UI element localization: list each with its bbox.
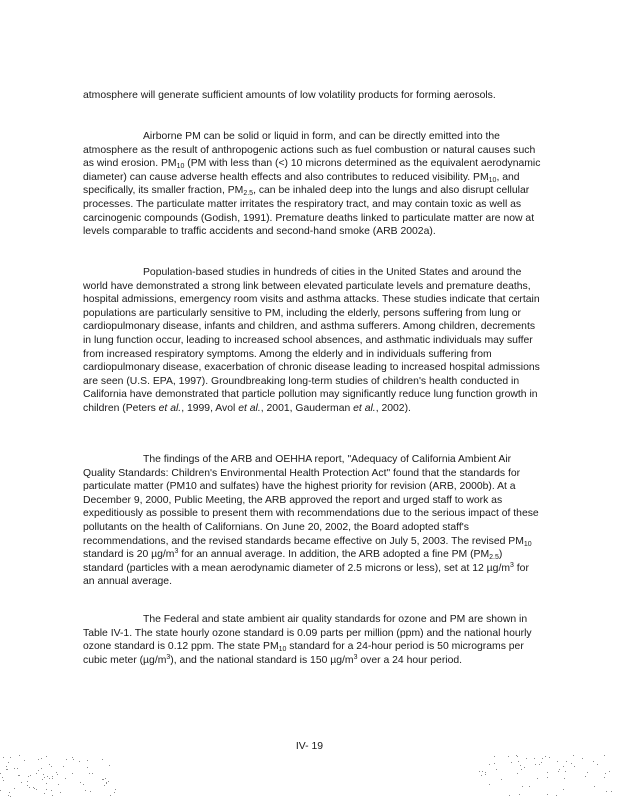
scan-speck bbox=[547, 772, 548, 773]
scan-speck bbox=[14, 788, 15, 789]
scan-speck bbox=[520, 765, 521, 766]
scan-speck bbox=[73, 759, 74, 760]
scan-speck bbox=[571, 763, 572, 764]
scan-speck bbox=[72, 773, 73, 774]
scan-speck bbox=[87, 767, 88, 768]
scan-speck bbox=[19, 755, 20, 756]
scan-speck bbox=[3, 780, 4, 781]
scan-speck bbox=[574, 766, 575, 767]
scan-speck bbox=[102, 779, 103, 780]
subscript: 10 bbox=[488, 176, 497, 184]
scan-speck bbox=[56, 772, 57, 773]
scan-speck bbox=[3, 757, 4, 758]
scan-speck bbox=[41, 768, 42, 769]
scan-speck bbox=[46, 789, 47, 790]
scan-speck bbox=[44, 777, 45, 778]
scan-speck bbox=[547, 794, 548, 795]
scan-speck bbox=[8, 795, 9, 796]
scan-speck bbox=[105, 778, 106, 779]
scan-speck bbox=[44, 793, 45, 794]
scan-speck bbox=[0, 790, 1, 791]
subscript: 2.5 bbox=[489, 554, 499, 562]
scan-speck bbox=[604, 777, 605, 778]
scan-speck bbox=[8, 762, 9, 763]
scan-speck bbox=[566, 761, 567, 762]
scan-speck bbox=[494, 763, 495, 764]
scan-speck bbox=[60, 792, 61, 793]
scan-speck bbox=[90, 791, 91, 792]
text-run: , 2002). bbox=[375, 402, 411, 414]
text-run: standard is 20 µg/m bbox=[83, 549, 175, 561]
scan-speck bbox=[587, 772, 588, 773]
scan-speck bbox=[14, 768, 15, 769]
scan-speck bbox=[605, 773, 606, 774]
scan-speck bbox=[485, 772, 486, 773]
paragraph-arb-oehha-findings bbox=[83, 453, 543, 589]
scan-speck bbox=[103, 779, 104, 780]
scan-speck bbox=[556, 795, 557, 796]
scan-speck bbox=[541, 762, 542, 763]
scan-speck bbox=[30, 775, 31, 776]
text-run: ) standard (particles with a mean aerodynamic diameter of 2.5 microns or less), set at 12 µg/m bbox=[83, 549, 510, 574]
scan-speck bbox=[24, 760, 25, 761]
scan-speck bbox=[102, 759, 103, 760]
scan-speck bbox=[29, 787, 30, 788]
scan-speck bbox=[7, 769, 8, 770]
superscript: 3 bbox=[174, 548, 179, 556]
scan-speck bbox=[573, 755, 574, 756]
scan-speck bbox=[57, 774, 58, 775]
scan-speck bbox=[582, 758, 583, 759]
scan-speck bbox=[58, 784, 59, 785]
scan-speck bbox=[66, 759, 67, 760]
scan-speck bbox=[549, 757, 550, 758]
scan-speck bbox=[542, 758, 543, 759]
scan-speck bbox=[522, 786, 523, 787]
scan-speck bbox=[6, 766, 7, 767]
scan-speck bbox=[19, 775, 20, 776]
superscript: 3 bbox=[353, 653, 358, 661]
text-run: (PM with less than (<) 10 microns determined as the equivalent aerodynamic diameter) can cause adverse health effects and also contributes to reduced visibility. PM bbox=[83, 158, 541, 183]
scan-speck bbox=[9, 792, 10, 793]
scan-speck bbox=[606, 791, 607, 792]
scan-speck bbox=[36, 773, 37, 774]
scan-speck bbox=[104, 785, 105, 786]
scan-speck bbox=[106, 783, 107, 784]
scan-speck bbox=[63, 766, 64, 767]
scan-speck bbox=[501, 779, 502, 780]
text-run: , and specifically, its smaller fraction, PM bbox=[83, 171, 520, 197]
scan-speck bbox=[557, 761, 558, 762]
scan-speck bbox=[10, 796, 11, 797]
scan-speck bbox=[2, 777, 3, 778]
italic-text: et al. bbox=[158, 402, 182, 414]
scan-speck bbox=[526, 758, 527, 759]
scan-speck bbox=[41, 758, 42, 759]
scan-speck bbox=[519, 794, 520, 795]
subscript: 2.5 bbox=[243, 190, 254, 198]
scan-speck bbox=[545, 756, 546, 757]
text-run: ), and the national standard is 150 µg/m bbox=[170, 654, 354, 666]
paragraph-aerosols bbox=[83, 89, 543, 103]
scan-speck bbox=[563, 766, 564, 767]
scan-speck bbox=[524, 767, 525, 768]
scan-speck bbox=[51, 766, 52, 767]
scan-speck bbox=[593, 761, 594, 762]
scan-speck bbox=[609, 771, 610, 772]
scan-speck bbox=[17, 768, 18, 769]
scan-speck bbox=[479, 771, 480, 772]
scan-speck bbox=[537, 778, 538, 779]
scan-speck bbox=[46, 756, 47, 757]
scan-speck bbox=[517, 773, 518, 774]
scan-speck bbox=[482, 771, 483, 772]
scan-speck bbox=[585, 776, 586, 777]
scan-speck bbox=[529, 786, 530, 787]
paragraph-standards bbox=[83, 613, 543, 667]
scan-speck bbox=[36, 789, 37, 790]
scan-speck bbox=[0, 773, 1, 774]
superscript: 3 bbox=[166, 653, 171, 661]
text-run: Population-based studies in hundreds of cities in the United States and around the world have demonstrated a strong link between elevated particulate levels and premature deaths, hospital admissions, emergency room visits and asthma attacks. These studies indicate that certain populations are particularly sensitive to PM, including the elderly, persons suffering from lung or cardiopulmonary disease, infants and children, and asthma sufferers. Among children, decrements in lung function occur, leading to increased school absences, and asthmatic individuals may suffer from increased respiratory symptoms. Among the elderly and in individuals suffering from cardiopulmonary disease, exacerbation of chronic disease leading to increased hospital admissions are seen (U.S. EPA, 1997). Groundbreaking long-term studies of children's health conducted in California have demonstrated that particle pollution may significantly reduce lung function growth in children (Peters bbox=[83, 267, 540, 414]
scan-speck bbox=[47, 776, 48, 777]
italic-text: et al. bbox=[353, 402, 376, 414]
scan-speck bbox=[87, 760, 88, 761]
scan-speck bbox=[539, 764, 540, 765]
scan-speck bbox=[594, 786, 595, 787]
scan-speck bbox=[558, 771, 559, 772]
scan-speck bbox=[110, 795, 111, 796]
scan-speck bbox=[89, 773, 90, 774]
scan-speck bbox=[72, 757, 73, 758]
scan-speck bbox=[18, 775, 19, 776]
scan-speck bbox=[49, 778, 50, 779]
text-run: , can be inhaled deep into the lungs and also disrupt cellular processes. The particulate matter irritates the respiratory tract, and may contain toxic as well as carcinogenic compounds (Godish, 1991). Premature deaths linked to particulate matter are now at levels comparable to traffic accidents and second-hand smoke (ARB 2002a). bbox=[83, 185, 535, 238]
scan-speck bbox=[108, 781, 109, 782]
text-run: standard for a 24-hour period is 50 micrograms per cubic meter (µg/m bbox=[83, 641, 524, 666]
scan-speck bbox=[49, 764, 50, 765]
scan-speck bbox=[27, 781, 28, 782]
scan-speck bbox=[511, 762, 512, 763]
scan-speck bbox=[85, 790, 86, 791]
scan-speck bbox=[46, 783, 47, 784]
scan-speck bbox=[27, 785, 28, 786]
scan-speck bbox=[489, 784, 490, 785]
scan-speck bbox=[114, 792, 115, 793]
paragraph-population-studies bbox=[83, 266, 543, 416]
subscript: 10 bbox=[523, 540, 532, 548]
scan-speck bbox=[559, 769, 560, 770]
scan-speck bbox=[52, 776, 53, 777]
scan-speck bbox=[79, 761, 80, 762]
scan-speck bbox=[509, 795, 510, 796]
scan-speck bbox=[115, 789, 116, 790]
scan-speck bbox=[521, 769, 522, 770]
scan-speck bbox=[65, 778, 66, 779]
scan-speck bbox=[43, 774, 44, 775]
italic-text: et al. bbox=[238, 402, 261, 414]
scan-speck bbox=[51, 790, 52, 791]
scan-speck bbox=[517, 756, 518, 757]
scan-speck bbox=[42, 779, 43, 780]
subscript: 10 bbox=[278, 646, 287, 654]
scan-speck bbox=[83, 784, 84, 785]
text-run: , 2001, Gauderman bbox=[260, 402, 354, 414]
scan-speck bbox=[611, 791, 612, 792]
text-run: The Federal and state ambient air quality standards for ozone and PM are shown in Table IV-1. The state hourly ozone standard is 0.09 parts per million (ppm) and the national hourly ozone standard is 0.12 ppm. The state PM bbox=[83, 614, 532, 653]
scan-speck bbox=[564, 778, 565, 779]
scan-speck bbox=[494, 756, 495, 757]
text-run: for an annual average. bbox=[83, 562, 529, 588]
scan-speck bbox=[547, 777, 548, 778]
superscript: 3 bbox=[510, 561, 514, 569]
scan-speck bbox=[565, 771, 566, 772]
scan-speck bbox=[52, 778, 53, 779]
scan-speck bbox=[496, 769, 497, 770]
scan-speck bbox=[489, 764, 490, 765]
paragraph-text: atmosphere will generate sufficient amounts of low volatility products for forming aerosols. bbox=[83, 90, 496, 101]
page-number: IV- 19 bbox=[295, 741, 324, 752]
paragraph-airborne-pm bbox=[83, 130, 543, 239]
scan-speck bbox=[38, 770, 39, 771]
scan-speck bbox=[485, 774, 486, 775]
scan-speck bbox=[604, 755, 605, 756]
scan-speck bbox=[10, 757, 11, 758]
scan-speck bbox=[6, 769, 7, 770]
text-run: , 1999, Avol bbox=[181, 402, 239, 414]
scan-speck bbox=[563, 789, 564, 790]
scan-speck bbox=[80, 782, 81, 783]
scan-speck bbox=[109, 765, 110, 766]
scan-speck bbox=[597, 764, 598, 765]
subscript: 10 bbox=[176, 163, 185, 171]
text-run: over a 24 hour period. bbox=[357, 654, 463, 666]
text-run: The findings of the ARB and OEHHA report, "Adequacy of California Ambient Air Quality Standards: Children's Environmental Health Protection Act" found that the standards for particulate matter (PM10 and sulfates) have the highest priority for revision (ARB, 2000b). At a December 9, 2000, Public Meeting, the ARB approved the report and urged staff to work as expeditiously as possible to present them with recommendations due to the serious impact of these pollutants on the health of Californians. On June 20, 2002, the Board adopted staff's recommendations, and the revised standards became effective on July 5, 2003. The revised PM bbox=[83, 454, 539, 547]
scan-speck bbox=[34, 788, 35, 789]
scan-speck bbox=[508, 756, 509, 757]
scan-speck bbox=[52, 795, 53, 796]
scan-speck bbox=[534, 758, 535, 759]
scan-speck bbox=[38, 759, 39, 760]
scan-speck bbox=[21, 782, 22, 783]
scan-speck bbox=[535, 764, 536, 765]
scan-speck bbox=[92, 773, 93, 774]
scan-speck bbox=[518, 761, 519, 762]
scan-speck bbox=[28, 776, 29, 777]
text-run: Airborne PM can be solid or liquid in form, and can be directly emitted into the atmosphere as the result of anthropogenic actions such as fuel combustion or natural causes such as wind erosion. PM bbox=[83, 131, 536, 170]
scan-speck bbox=[481, 775, 482, 776]
text-run: for an annual average. In addition, the ARB adopted a fine PM (PM bbox=[178, 549, 490, 561]
